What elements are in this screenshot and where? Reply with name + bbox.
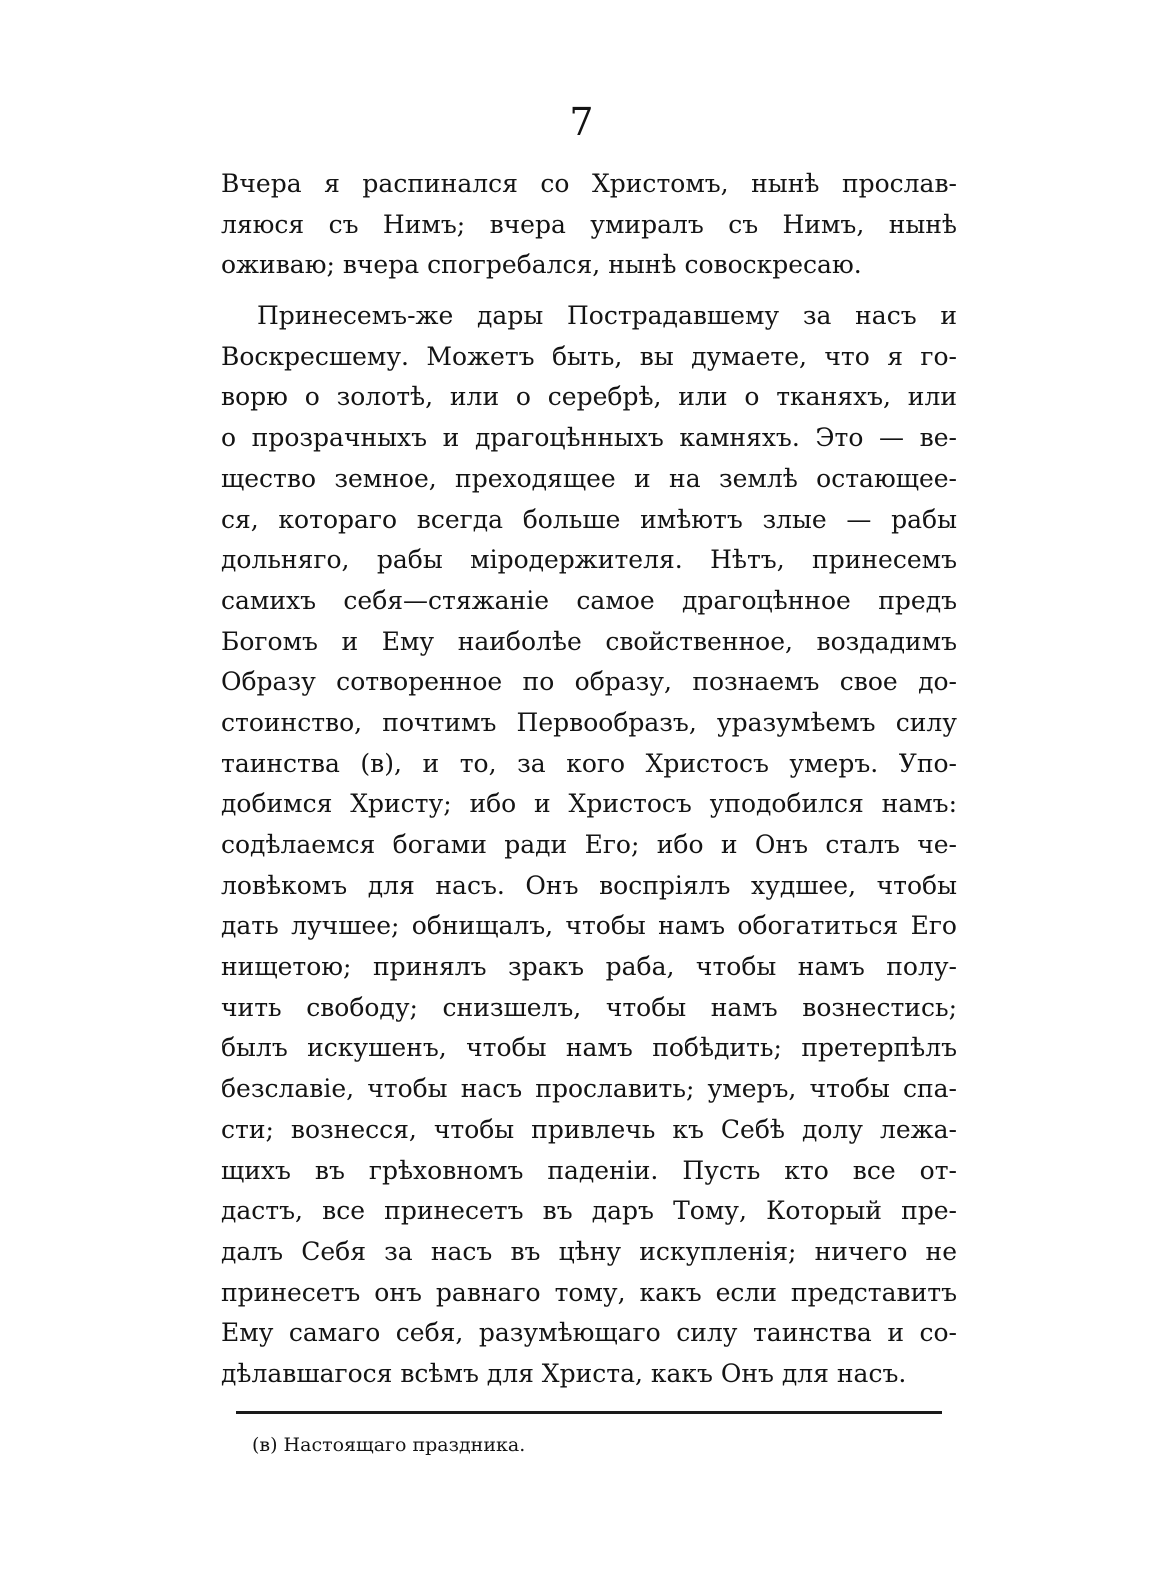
text-line: ворю о золотѣ, или о серебрѣ, или о тканяхъ, или — [221, 382, 957, 412]
paragraph-2 — [221, 296, 957, 1395]
text-line: ляюся съ Нимъ; вчера умиралъ съ Нимъ, нынѣ — [221, 209, 957, 239]
text-line: дѣлавшагося всѣмъ для Христа, какъ Онъ для насъ. — [221, 1358, 907, 1388]
text-line: о прозрачныхъ и драгоцѣнныхъ камняхъ. Это — ве- — [221, 423, 957, 453]
text-line: сти; вознесся, чтобы привлечь къ Себѣ долу лежа- — [221, 1114, 957, 1144]
footnote-divider — [236, 1411, 942, 1414]
paragraph-gap — [221, 286, 957, 296]
text-line: чить свободу; снизшелъ, чтобы намъ вознестись; — [221, 992, 957, 1022]
text-line: Вчера я распинался со Христомъ, нынѣ прослав- — [221, 169, 957, 198]
text-line: Принесемъ-же дары Пострадавшему за насъ и — [257, 301, 957, 331]
text-line: добимся Христу; ибо и Христосъ уподобился намъ: — [221, 789, 957, 819]
text-line: безславіе, чтобы насъ прославить; умеръ, чтобы спа- — [221, 1074, 957, 1104]
text-line: ловѣкомъ для насъ. Онъ воспріялъ худшее, чтобы — [221, 870, 957, 900]
text-line: дольняго, рабы міродержителя. Нѣтъ, принесемъ — [221, 545, 957, 575]
main-text — [221, 164, 957, 1395]
text-line: самихъ себя—стяжаніе самое драгоцѣнное предъ — [221, 585, 957, 615]
page-number: 7 — [569, 100, 594, 144]
text-line: ся, котораго всегда больше имѣютъ злые — рабы — [221, 504, 957, 534]
text-line: Образу сотворенное по образу, познаемъ свое до- — [221, 667, 957, 697]
text-line: принесетъ онъ равнаго тому, какъ если представитъ — [221, 1277, 957, 1307]
text-line: Богомъ и Ему наиболѣе свойственное, воздадимъ — [221, 626, 957, 656]
text-line: нищетою; принялъ зракъ раба, чтобы намъ полу- — [221, 952, 957, 982]
text-line: былъ искушенъ, чтобы намъ побѣдить; претерпѣлъ — [221, 1033, 957, 1063]
text-line: оживаю; вчера спогребался, нынѣ совоскресаю. — [221, 250, 862, 280]
paragraph-1 — [221, 164, 957, 286]
text-line: дастъ, все принесетъ въ даръ Тому, Который пре- — [221, 1196, 957, 1226]
text-line: дать лучшее; обнищалъ, чтобы намъ обогатиться Его — [221, 911, 957, 941]
footnote: (в) Настоящаго праздника. — [252, 1434, 526, 1456]
text-line: стоинство, почтимъ Первообразъ, уразумѣемъ силу — [221, 707, 957, 737]
text-line: таинства (в), и то, за кого Христосъ умеръ. Упо- — [221, 748, 957, 778]
text-line: далъ Себя за насъ въ цѣну искупленія; ничего не — [221, 1236, 957, 1266]
text-line: содѣлаемся богами ради Его; ибо и Онъ сталъ че- — [221, 830, 957, 859]
text-line: щество земное, преходящее и на землѣ остающее- — [221, 463, 957, 493]
text-line: щихъ въ грѣховномъ паденіи. Пусть кто все от- — [221, 1155, 957, 1185]
text-line: Ему самаго себя, разумѣющаго силу таинства и со- — [221, 1318, 957, 1348]
text-line: Воскресшему. Можетъ быть, вы думаете, что я го- — [221, 341, 957, 371]
